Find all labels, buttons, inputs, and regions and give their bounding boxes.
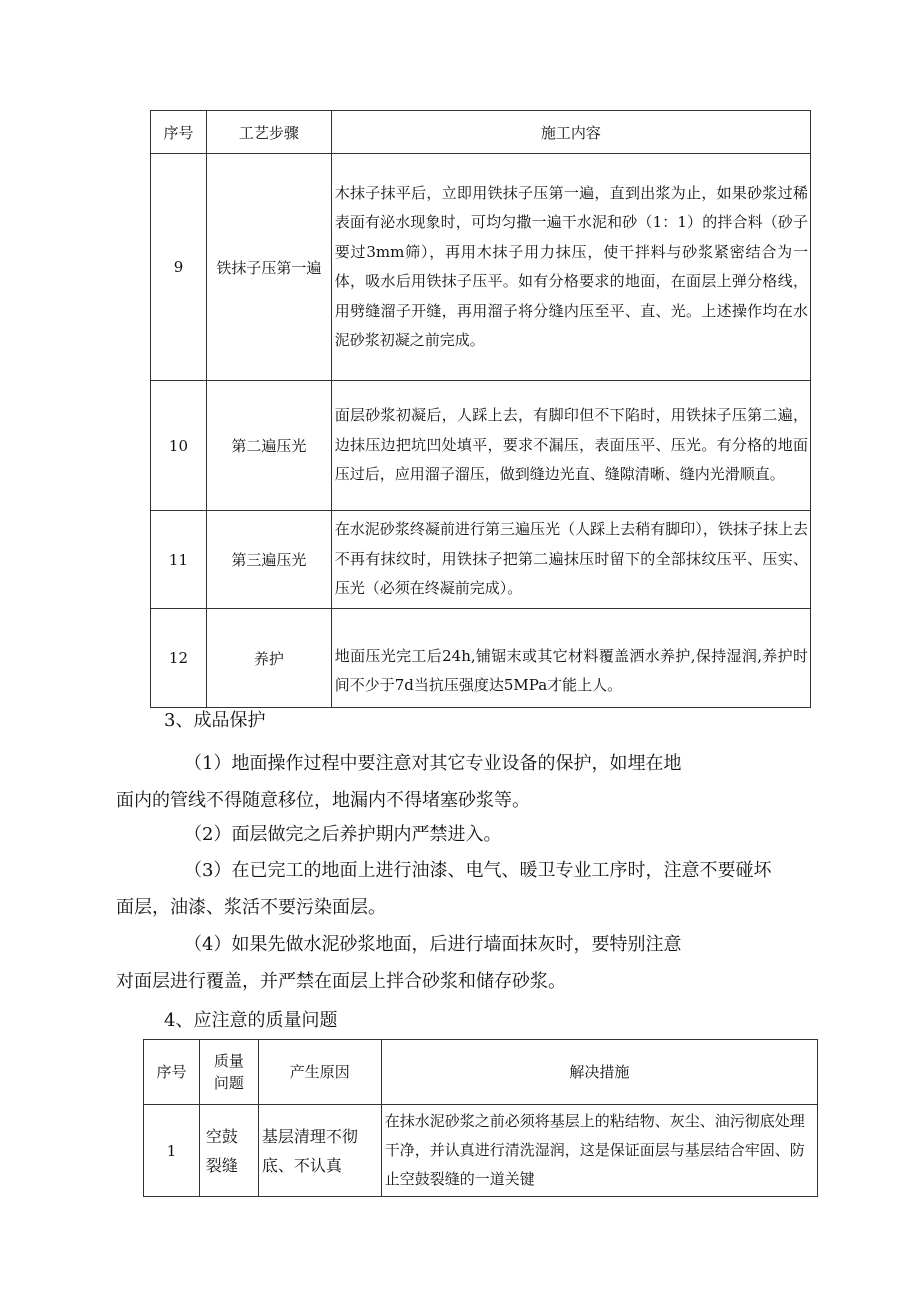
section-4-heading: 4、应注意的质量问题 <box>164 1010 338 1031</box>
row-content: 地面压光完工后24h,铺锯末或其它材料覆盖洒水养护,保持湿润,养护时间不少于7d当抗压强度达5MPa才能上人。 <box>331 609 810 708</box>
header-no: 序号 <box>144 1040 200 1105</box>
paragraph-3-line-2: 面层，油漆、浆活不要污染面层。 <box>116 897 386 918</box>
paragraph-2: （2）面层做完之后养护期内严禁进入。 <box>184 824 502 845</box>
row-no: 10 <box>151 381 207 511</box>
row-no: 12 <box>151 609 207 708</box>
row-problem: 空鼓裂缝 <box>199 1105 258 1197</box>
table-row <box>144 1105 818 1197</box>
section-3-heading: 3、成品保护 <box>164 710 266 731</box>
paragraph-4-line-2: 对面层进行覆盖，并严禁在面层上拌合砂浆和储存砂浆。 <box>116 971 566 992</box>
paragraph-1-line-2: 面内的管线不得随意移位，地漏内不得堵塞砂浆等。 <box>116 790 530 811</box>
header-step: 工艺步骤 <box>206 111 331 154</box>
paragraph-4-line-1: （4）如果先做水泥砂浆地面，后进行墙面抹灰时，要特别注意 <box>184 934 682 955</box>
header-no: 序号 <box>151 111 207 154</box>
header-content: 施工内容 <box>331 111 810 154</box>
row-step: 第三遍压光 <box>206 511 331 609</box>
row-content: 木抹子抹平后，立即用铁抹子压第一遍，直到出浆为止，如果砂浆过稀表面有泌水现象时，可均匀撒一遍干水泥和砂（1：1）的拌合料（砂子要过3mm筛），再用木抹子用力抹压，使干拌料与砂浆紧密结合为一体，吸水后用铁抹子压平。如有分格要求的地面，在面层上弹分格线，用劈缝溜子开缝，再用溜子将分缝内压至平、直、光。上述操作均在水泥砂浆初凝之前完成。 <box>331 154 810 381</box>
header-measure: 解决措施 <box>381 1040 817 1105</box>
paragraph-3-line-1: （3）在已完工的地面上进行油漆、电气、暖卫专业工序时，注意不要碰坏 <box>184 860 772 881</box>
row-no: 1 <box>144 1105 200 1197</box>
table-row <box>151 381 811 511</box>
row-content: 在水泥砂浆终凝前进行第三遍压光（人踩上去稍有脚印），铁抹子抹上去不再有抹纹时，用铁抹子把第二遍抹压时留下的全部抹纹压平、压实、压光（必须在终凝前完成）。 <box>331 511 810 609</box>
row-measure: 在抹水泥砂浆之前必须将基层上的粘结物、灰尘、油污彻底处理干净，并认真进行清洗湿润，这是保证面层与基层结合牢固、防止空鼓裂缝的一道关键 <box>381 1105 817 1197</box>
construction-steps-table <box>150 110 811 708</box>
row-no: 11 <box>151 511 207 609</box>
row-cause: 基层清理不彻底、不认真 <box>258 1105 381 1197</box>
row-step: 第二遍压光 <box>206 381 331 511</box>
table-row <box>151 154 811 381</box>
quality-issues-table <box>143 1039 818 1197</box>
paragraph-1-line-1: （1）地面操作过程中要注意对其它专业设备的保护，如埋在地 <box>184 753 682 774</box>
row-step: 养护 <box>206 609 331 708</box>
header-problem: 质量问题 <box>199 1040 258 1105</box>
table-row <box>151 511 811 609</box>
table-header-row <box>144 1040 818 1105</box>
table-header-row <box>151 111 811 154</box>
row-content: 面层砂浆初凝后，人踩上去，有脚印但不下陷时，用铁抹子压第二遍，边抹压边把坑凹处填平，要求不漏压，表面压平、压光。有分格的地面压过后，应用溜子溜压，做到缝边光直、缝隙清晰、缝内光滑顺直。 <box>331 381 810 511</box>
row-no: 9 <box>151 154 207 381</box>
table-row <box>151 609 811 708</box>
header-cause: 产生原因 <box>258 1040 381 1105</box>
row-step: 铁抹子压第一遍 <box>206 154 331 381</box>
